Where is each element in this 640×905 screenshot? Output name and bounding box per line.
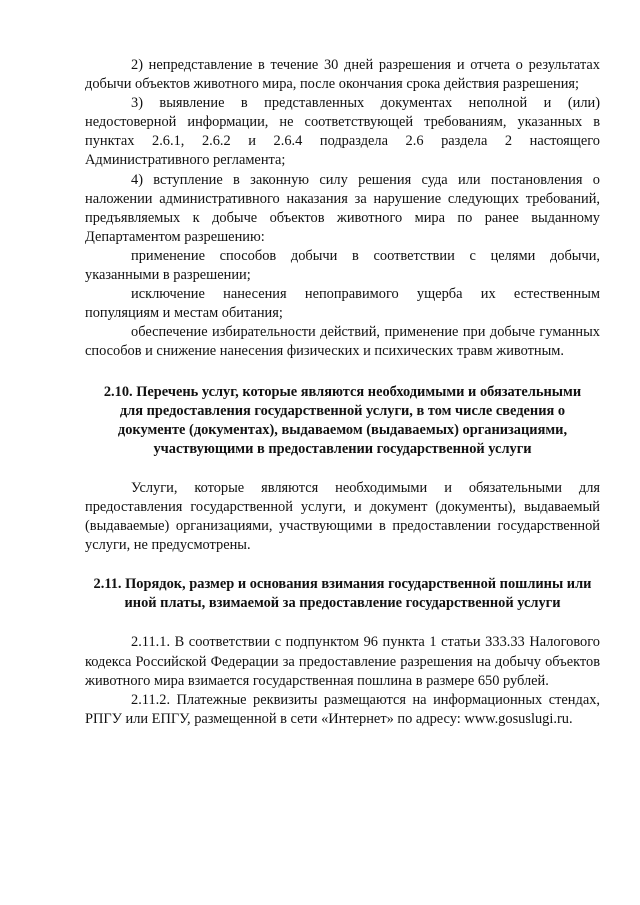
section-2-10-heading: 2.10. Перечень услуг, которые являются необходимыми и обязательными для предоставления государственной услуги, в том числе сведения о документе (документах), выдаваемом (выдаваемых) организациями, участвующими в предоставлении государственной услуги	[103, 383, 582, 457]
list-item-4-requirement-b: исключение нанесения непоправимого ущерба их естественным популяциям и местам обитания;	[85, 286, 600, 322]
list-item-2: 2) непредставление в течение 30 дней разрешения и отчета о результатах добычи объектов животного мира, после окончания срока действия разрешения;	[85, 57, 600, 93]
list-item-4-requirement-a: применение способов добычи в соответствии с целями добычи, указанными в разрешении;	[85, 247, 600, 284]
section-2-11-paragraph-2: 2.11.2. Платежные реквизиты размещаются на информационных стендах, РПГУ или ЕПГУ, размещенной в сети «Интернет» по адресу: www.gosuslugi.ru.	[85, 691, 600, 727]
section-2-10-body: Услуги, которые являются необходимыми и обязательными для предоставления государственной услуги, и документ (документы), выдаваемый (выдаваемые) организациями, участвующими в предоставлении государственной услуги, не предусмотрены.	[85, 479, 600, 554]
list-item-4: 4) вступление в законную силу решения суда или постановления о наложении административного наказания за нарушение следующих требований, предъявляемых к добыче объектов животного мира по ранее выданному Департаментом разрешению:	[85, 171, 600, 245]
list-item-4-requirement-c: обеспечение избирательности действий, применение при добыче гуманных способов и снижение нанесения физических и психических травм животным.	[85, 324, 600, 360]
section-2-11-heading: 2.11. Порядок, размер и основания взимания государственной пошлины или иной платы, взимаемой за предоставление государственной услуги	[93, 576, 592, 612]
section-2-11-paragraph-1: 2.11.1. В соответствии с подпунктом 96 пункта 1 статьи 333.33 Налогового кодекса Российской Федерации за предоставление разрешения на добычу объектов животного мира взимается государственная пошлина в размере 650 рублей.	[85, 634, 600, 689]
list-item-3: 3) выявление в представленных документах неполной и (или) недостоверной информации, не соответствующей требованиям, указанных в пунктах 2.6.1, 2.6.2 и 2.6.4 подраздела 2.6 раздела 2 настоящего Административного регламента;	[85, 95, 600, 169]
